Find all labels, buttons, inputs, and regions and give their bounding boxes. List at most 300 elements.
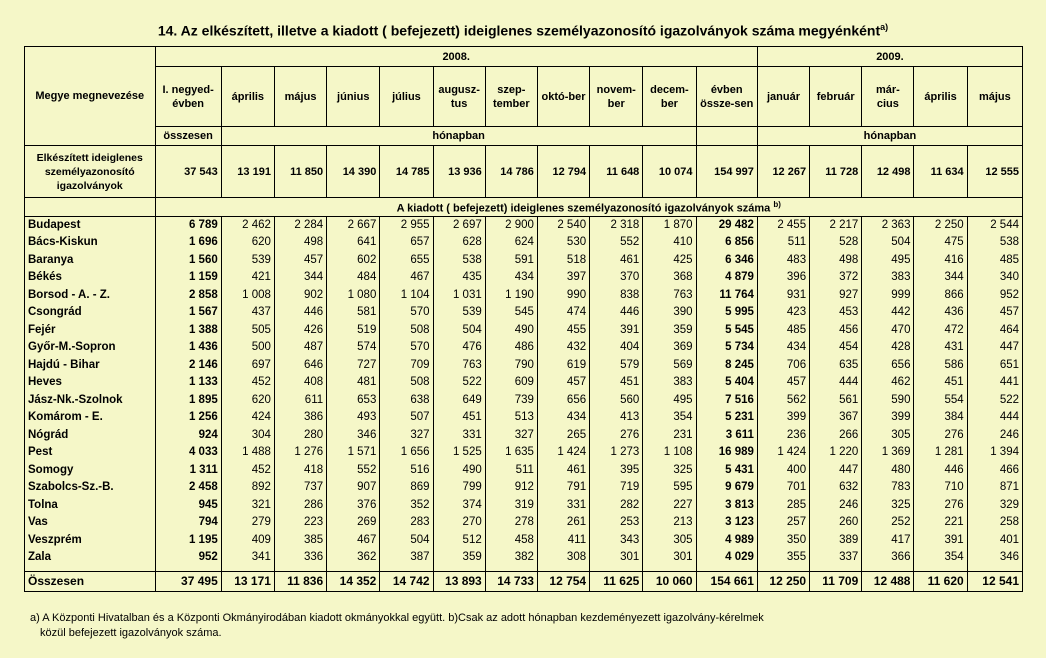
cell-value: 609 (485, 374, 537, 392)
cell-value: 376 (327, 497, 380, 515)
cell-value: 892 (221, 479, 274, 497)
evben-spacer (696, 127, 757, 146)
cell-value: 416 (914, 252, 967, 270)
cell-value: 1 870 (643, 216, 696, 234)
total-value: 13 171 (221, 571, 274, 591)
cell-value: 423 (757, 304, 809, 322)
cell-value: 1 394 (967, 444, 1022, 462)
cell-value: 384 (914, 409, 967, 427)
table-row (25, 357, 1023, 375)
prepared-value: 12 267 (757, 146, 809, 198)
cell-value: 455 (537, 322, 589, 340)
cell-value: 321 (221, 497, 274, 515)
month-header-2008: április (221, 67, 274, 127)
cell-value: 29 482 (696, 216, 757, 234)
cell-value: 486 (485, 339, 537, 357)
cell-value: 428 (862, 339, 914, 357)
prepared-value: 11 728 (810, 146, 862, 198)
prepared-value: 11 634 (914, 146, 967, 198)
cell-value: 1 031 (433, 287, 485, 305)
cell-value: 586 (914, 357, 967, 375)
cell-value: 457 (274, 252, 326, 270)
cell-value: 461 (590, 252, 643, 270)
total-value: 11 620 (914, 571, 967, 591)
cell-value: 387 (380, 549, 433, 567)
cell-value: 453 (810, 304, 862, 322)
table-row (25, 234, 1023, 252)
cell-value: 266 (810, 427, 862, 445)
cell-value: 1 369 (862, 444, 914, 462)
month-header-2008: novem-ber (590, 67, 643, 127)
cell-value: 276 (914, 427, 967, 445)
cell-value: 1 424 (537, 444, 589, 462)
cell-value: 505 (221, 322, 274, 340)
cell-value: 737 (274, 479, 326, 497)
honapban-header-2009: hónapban (757, 127, 1022, 146)
total-value: 14 733 (485, 571, 537, 591)
cell-value: 624 (485, 234, 537, 252)
table-row (25, 532, 1023, 550)
cell-value: 866 (914, 287, 967, 305)
cell-value: 2 217 (810, 216, 862, 234)
cell-value: 7 516 (696, 392, 757, 410)
cell-value: 2 250 (914, 216, 967, 234)
month-header-2008: szep-tember (485, 67, 537, 127)
cell-value: 397 (537, 269, 589, 287)
cell-value: 452 (221, 374, 274, 392)
county-name: Bács-Kiskun (25, 234, 156, 252)
county-name: Budapest (25, 216, 156, 234)
cell-value: 431 (914, 339, 967, 357)
cell-value: 354 (914, 549, 967, 567)
cell-value: 2 462 (221, 216, 274, 234)
cell-value: 763 (433, 357, 485, 375)
cell-value: 451 (433, 409, 485, 427)
cell-value: 2 540 (537, 216, 589, 234)
table-row (25, 409, 1023, 427)
cell-value: 276 (914, 497, 967, 515)
cell-value: 591 (485, 252, 537, 270)
cell-value: 1 133 (155, 374, 221, 392)
month-header-2009: már-cius (862, 67, 914, 127)
cell-value: 410 (643, 234, 696, 252)
cell-value: 400 (757, 462, 809, 480)
cell-value: 590 (862, 392, 914, 410)
cell-value: 790 (485, 357, 537, 375)
cell-value: 331 (537, 497, 589, 515)
cell-value: 404 (590, 339, 643, 357)
total-value: 12 754 (537, 571, 589, 591)
cell-value: 783 (862, 479, 914, 497)
issued-footnote-mark: b) (773, 200, 781, 209)
month-header-2009: május (967, 67, 1022, 127)
cell-value: 304 (221, 427, 274, 445)
total-value: 11 625 (590, 571, 643, 591)
cell-value: 561 (810, 392, 862, 410)
cell-value: 653 (327, 392, 380, 410)
cell-value: 490 (485, 322, 537, 340)
cell-value: 434 (485, 269, 537, 287)
cell-value: 485 (757, 322, 809, 340)
cell-value: 374 (433, 497, 485, 515)
cell-value: 511 (757, 234, 809, 252)
month-header-2009: április (914, 67, 967, 127)
cell-value: 5 431 (696, 462, 757, 480)
cell-value: 500 (221, 339, 274, 357)
cell-value: 651 (967, 357, 1022, 375)
cell-value: 457 (537, 374, 589, 392)
cell-value: 530 (537, 234, 589, 252)
cell-value: 701 (757, 479, 809, 497)
prepared-value: 12 794 (537, 146, 589, 198)
cell-value: 2 667 (327, 216, 380, 234)
cell-value: 487 (274, 339, 326, 357)
cell-value: 1 488 (221, 444, 274, 462)
cell-value: 483 (757, 252, 809, 270)
cell-value: 411 (537, 532, 589, 550)
cell-value: 495 (862, 252, 914, 270)
cell-value: 912 (485, 479, 537, 497)
cell-value: 4 989 (696, 532, 757, 550)
county-name: Tolna (25, 497, 156, 515)
cell-value: 352 (380, 497, 433, 515)
statistics-table (24, 46, 1023, 592)
cell-value: 710 (914, 479, 967, 497)
issued-header-spacer (25, 198, 156, 217)
table-row (25, 392, 1023, 410)
cell-value: 389 (810, 532, 862, 550)
cell-value: 327 (380, 427, 433, 445)
cell-value: 446 (274, 304, 326, 322)
month-header-2008: június (327, 67, 380, 127)
cell-value: 595 (643, 479, 696, 497)
cell-value: 519 (327, 322, 380, 340)
month-header-2008: augusz-tus (433, 67, 485, 127)
cell-value: 869 (380, 479, 433, 497)
cell-value: 528 (810, 234, 862, 252)
county-header: Megye megnevezése (25, 47, 156, 146)
cell-value: 213 (643, 514, 696, 532)
prepared-value: 154 997 (696, 146, 757, 198)
cell-value: 554 (914, 392, 967, 410)
cell-value: 508 (380, 322, 433, 340)
cell-value: 552 (327, 462, 380, 480)
cell-value: 1 571 (327, 444, 380, 462)
issued-header: A kiadott ( befejezett) ideiglenes személyazonosító igazolványok száma $^{b)}$ (155, 198, 1023, 217)
cell-value: 452 (221, 462, 274, 480)
cell-value: 260 (810, 514, 862, 532)
county-name: Baranya (25, 252, 156, 270)
cell-value: 508 (380, 374, 433, 392)
cell-value: 1 388 (155, 322, 221, 340)
cell-value: 467 (327, 532, 380, 550)
cell-value: 280 (274, 427, 326, 445)
month-header-2009: február (810, 67, 862, 127)
cell-value: 2 363 (862, 216, 914, 234)
county-name: Jász-Nk.-Szolnok (25, 392, 156, 410)
county-name: Nógrád (25, 427, 156, 445)
cell-value: 838 (590, 287, 643, 305)
cell-value: 472 (914, 322, 967, 340)
cell-value: 504 (862, 234, 914, 252)
month-header-2008: decem-ber (643, 67, 696, 127)
cell-value: 401 (967, 532, 1022, 550)
cell-value: 480 (862, 462, 914, 480)
cell-value: 504 (380, 532, 433, 550)
title-footnote-mark: a) (880, 22, 889, 32)
cell-value: 1 895 (155, 392, 221, 410)
year-2009-header: 2009. (757, 47, 1022, 67)
cell-value: 355 (757, 549, 809, 567)
cell-value: 560 (590, 392, 643, 410)
month-header-2008: októ-ber (537, 67, 589, 127)
cell-value: 649 (433, 392, 485, 410)
cell-value: 408 (274, 374, 326, 392)
cell-value: 441 (967, 374, 1022, 392)
year-2008-header: 2008. (155, 47, 757, 67)
cell-value: 346 (327, 427, 380, 445)
county-name: Borsod - A. - Z. (25, 287, 156, 305)
cell-value: 283 (380, 514, 433, 532)
cell-value: 1 567 (155, 304, 221, 322)
cell-value: 366 (862, 549, 914, 567)
cell-value: 261 (537, 514, 589, 532)
cell-value: 498 (810, 252, 862, 270)
cell-value: 359 (433, 549, 485, 567)
cell-value: 446 (914, 462, 967, 480)
cell-value: 952 (967, 287, 1022, 305)
footnote-line-2: közül befejezett igazolványok száma. (40, 627, 222, 639)
cell-value: 417 (862, 532, 914, 550)
cell-value: 5 545 (696, 322, 757, 340)
cell-value: 990 (537, 287, 589, 305)
cell-value: 340 (967, 269, 1022, 287)
cell-value: 8 245 (696, 357, 757, 375)
cell-value: 697 (221, 357, 274, 375)
cell-value: 451 (590, 374, 643, 392)
prepared-value: 11 850 (274, 146, 326, 198)
cell-value: 656 (537, 392, 589, 410)
table-row (25, 444, 1023, 462)
cell-value: 350 (757, 532, 809, 550)
osszesen-header: összesen (155, 127, 221, 146)
prepared-value: 14 786 (485, 146, 537, 198)
cell-value: 462 (862, 374, 914, 392)
cell-value: 490 (433, 462, 485, 480)
cell-value: 464 (967, 322, 1022, 340)
table-row (25, 252, 1023, 270)
cell-value: 1 276 (274, 444, 326, 462)
table-row (25, 479, 1023, 497)
cell-value: 372 (810, 269, 862, 287)
cell-value: 2 318 (590, 216, 643, 234)
cell-value: 444 (967, 409, 1022, 427)
cell-value: 1 104 (380, 287, 433, 305)
cell-value: 3 123 (696, 514, 757, 532)
cell-value: 5 995 (696, 304, 757, 322)
cell-value: 516 (380, 462, 433, 480)
cell-value: 391 (590, 322, 643, 340)
cell-value: 461 (537, 462, 589, 480)
cell-value: 227 (643, 497, 696, 515)
cell-value: 2 900 (485, 216, 537, 234)
county-name: Pest (25, 444, 156, 462)
cell-value: 485 (967, 252, 1022, 270)
prepared-value: 14 390 (327, 146, 380, 198)
cell-value: 569 (643, 357, 696, 375)
county-name: Győr-M.-Sopron (25, 339, 156, 357)
cell-value: 538 (967, 234, 1022, 252)
cell-value: 655 (380, 252, 433, 270)
cell-value: 265 (537, 427, 589, 445)
cell-value: 258 (967, 514, 1022, 532)
cell-value: 447 (967, 339, 1022, 357)
cell-value: 336 (274, 549, 326, 567)
cell-value: 305 (862, 427, 914, 445)
cell-value: 632 (810, 479, 862, 497)
cell-value: 1 696 (155, 234, 221, 252)
total-value: 11 709 (810, 571, 862, 591)
cell-value: 504 (433, 322, 485, 340)
cell-value: 5 734 (696, 339, 757, 357)
cell-value: 539 (433, 304, 485, 322)
cell-value: 467 (380, 269, 433, 287)
cell-value: 399 (862, 409, 914, 427)
cell-value: 513 (485, 409, 537, 427)
prepared-label: Elkészített ideiglenes személyazonosító igazolványok (25, 146, 156, 198)
cell-value: 931 (757, 287, 809, 305)
total-value: 12 488 (862, 571, 914, 591)
cell-value: 282 (590, 497, 643, 515)
cell-value: 522 (433, 374, 485, 392)
total-value: 14 742 (380, 571, 433, 591)
month-header-2009: január (757, 67, 809, 127)
table-row (25, 216, 1023, 234)
cell-value: 641 (327, 234, 380, 252)
cell-value: 331 (433, 427, 485, 445)
cell-value: 325 (643, 462, 696, 480)
cell-value: 4 033 (155, 444, 221, 462)
cell-value: 305 (643, 532, 696, 550)
cell-value: 635 (810, 357, 862, 375)
cell-value: 4 879 (696, 269, 757, 287)
prepared-value: 10 074 (643, 146, 696, 198)
cell-value: 362 (327, 549, 380, 567)
total-value: 14 352 (327, 571, 380, 591)
cell-value: 646 (274, 357, 326, 375)
cell-value: 246 (967, 427, 1022, 445)
cell-value: 337 (810, 549, 862, 567)
cell-value: 451 (914, 374, 967, 392)
cell-value: 706 (757, 357, 809, 375)
cell-value: 301 (590, 549, 643, 567)
cell-value: 484 (327, 269, 380, 287)
cell-value: 657 (380, 234, 433, 252)
cell-value: 2 284 (274, 216, 326, 234)
cell-value: 579 (590, 357, 643, 375)
county-name: Komárom - E. (25, 409, 156, 427)
cell-value: 319 (485, 497, 537, 515)
q1-header: I. negyed-évben (155, 67, 221, 127)
prepared-value: 13 191 (221, 146, 274, 198)
cell-value: 3 813 (696, 497, 757, 515)
cell-value: 999 (862, 287, 914, 305)
cell-value: 1 190 (485, 287, 537, 305)
cell-value: 6 789 (155, 216, 221, 234)
cell-value: 656 (862, 357, 914, 375)
cell-value: 1 281 (914, 444, 967, 462)
cell-value: 581 (327, 304, 380, 322)
cell-value: 434 (537, 409, 589, 427)
cell-value: 286 (274, 497, 326, 515)
cell-value: 367 (810, 409, 862, 427)
cell-value: 2 146 (155, 357, 221, 375)
cell-value: 308 (537, 549, 589, 567)
county-name: Fejér (25, 322, 156, 340)
cell-value: 1 311 (155, 462, 221, 480)
table-row (25, 269, 1023, 287)
honapban-header-2008: hónapban (221, 127, 696, 146)
table-row (25, 549, 1023, 567)
cell-value: 344 (274, 269, 326, 287)
cell-value: 709 (380, 357, 433, 375)
cell-value: 570 (380, 339, 433, 357)
cell-value: 413 (590, 409, 643, 427)
cell-value: 418 (274, 462, 326, 480)
table-row (25, 497, 1023, 515)
table-row (25, 374, 1023, 392)
cell-value: 522 (967, 392, 1022, 410)
cell-value: 246 (810, 497, 862, 515)
cell-value: 620 (221, 392, 274, 410)
cell-value: 1 159 (155, 269, 221, 287)
cell-value: 434 (757, 339, 809, 357)
cell-value: 6 346 (696, 252, 757, 270)
cell-value: 871 (967, 479, 1022, 497)
cell-value: 368 (643, 269, 696, 287)
cell-value: 2 544 (967, 216, 1022, 234)
cell-value: 5 404 (696, 374, 757, 392)
cell-value: 1 560 (155, 252, 221, 270)
cell-value: 1 525 (433, 444, 485, 462)
cell-value: 385 (274, 532, 326, 550)
cell-value: 727 (327, 357, 380, 375)
cell-value: 1 424 (757, 444, 809, 462)
table-row (25, 304, 1023, 322)
cell-value: 269 (327, 514, 380, 532)
cell-value: 3 611 (696, 427, 757, 445)
cell-value: 390 (643, 304, 696, 322)
cell-value: 11 764 (696, 287, 757, 305)
cell-value: 902 (274, 287, 326, 305)
cell-value: 562 (757, 392, 809, 410)
footnote-line-1: a) A Központi Hivatalban és a Központi Okmányirodában kiadott okmányokkal együtt. b)Csak az adott hónapban kezdeményezett igazolvány-kérelmek (30, 612, 764, 624)
cell-value: 924 (155, 427, 221, 445)
cell-value: 399 (757, 409, 809, 427)
cell-value: 799 (433, 479, 485, 497)
cell-value: 611 (274, 392, 326, 410)
cell-value: 329 (967, 497, 1022, 515)
total-value: 12 541 (967, 571, 1022, 591)
total-label: Összesen (25, 571, 156, 591)
cell-value: 457 (967, 304, 1022, 322)
county-name: Vas (25, 514, 156, 532)
cell-value: 382 (485, 549, 537, 567)
cell-value: 2 455 (757, 216, 809, 234)
cell-value: 638 (380, 392, 433, 410)
cell-value: 474 (537, 304, 589, 322)
cell-value: 442 (862, 304, 914, 322)
